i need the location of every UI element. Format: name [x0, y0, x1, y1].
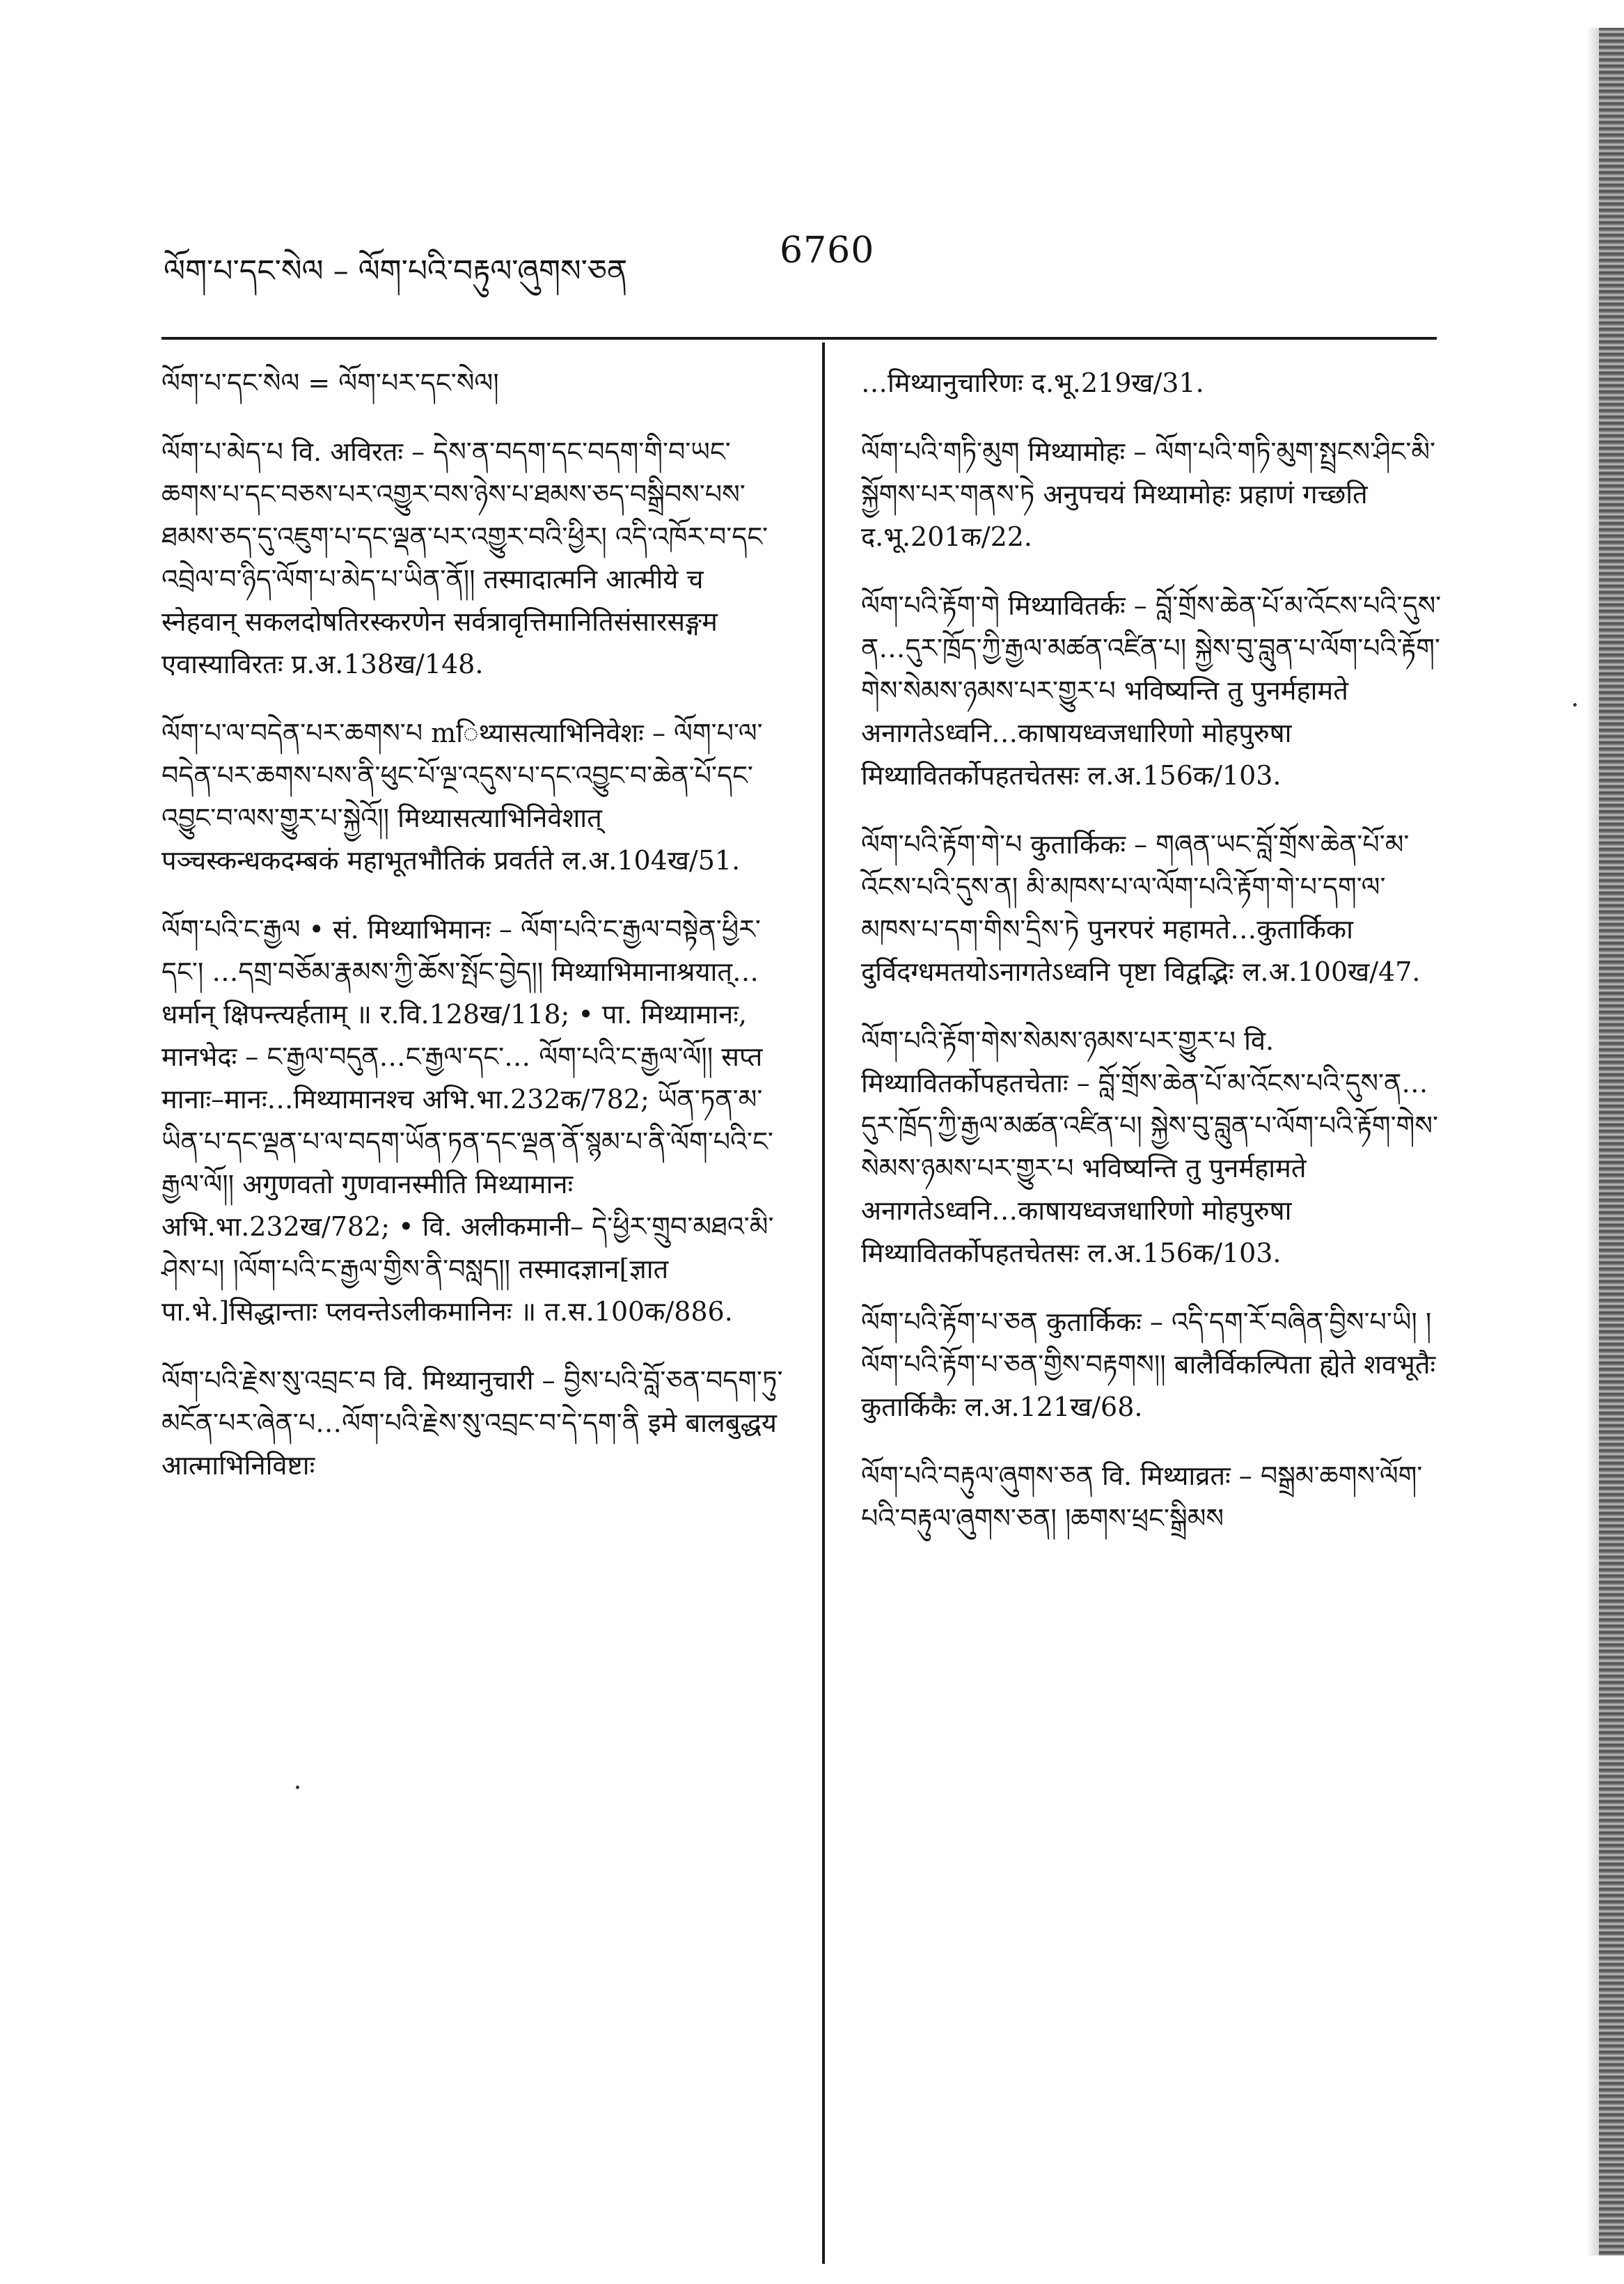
page-edge-shadow — [1599, 28, 1624, 2255]
dictionary-entry — [861, 585, 1446, 797]
entry-text: ལོག་པ་ལ་བདེན་པར་ཆགས་པ mिथ्यासत्याभिनिवेशः – ལོག་པ་ལ་བདེན་པར་ཆགས་པས་ནི་ཕུང་པོ་ལྔ་འདུས་པ་དང་འབྱུང་བ་ཆེན་པོ་དང་འབྱུང་བ་ལས་གྱུར་པ་སྐྱེའོ།། मिथ्यासत्याभिनिवेशात् पञ्चस्कन्धकदम्बकं महाभूतभौतिकं प्रवर्तते ल.अ.104ख/51. — [161, 718, 763, 876]
page-number: 6760 — [780, 230, 875, 271]
dictionary-entry — [161, 362, 785, 404]
dictionary-entry — [161, 431, 785, 686]
right-column — [861, 362, 1446, 1566]
entry-text: ལོག་པའི་རྟོག་པ་ཅན कुतार्किकः – འདི་དག་རོ་བཞིན་བྱིས་པ་ཡི། །ལོག་པའི་རྟོག་པ་ཅན་གྱིས་བརྟགས།། बालैर्विकल्पिता ह्येते शवभूतैः कुतार्किकैः ल.अ.121ख/68. — [861, 1307, 1436, 1422]
entry-text: ལོག་པ་དང་སེལ = ལོག་པར་དང་སེལ། — [161, 368, 499, 398]
entry-text: …मिथ्यानुचारिणः द.भू.219ख/31. — [861, 368, 1204, 398]
dictionary-entry-continuation — [861, 362, 1446, 404]
dictionary-entry — [861, 1455, 1446, 1540]
entry-text: ལོག་པའི་རྟོག་གེ मिथ्यावितर्कः – བློ་གྲོས་ཆེན་པོ་མ་འོངས་པའི་དུས་ན…དུར་ཁྲོད་ཀྱི་རྒྱལ་མཚན་འཛིན་པ། སྐྱེས་བུ་བླུན་པ་ལོག་པའི་རྟོག་གེས་སེམས་ཉམས་པར་གྱུར་པ भविष्यन्ति तु पुनर्महामते अनागतेऽध्वनि…काषायध्वजधारिणो मोहपुरुषा मिथ्यावितर्कोपहतचेतसः ल.अ.156क/103. — [861, 590, 1442, 791]
entry-text: ལོག་པའི་རྟོག་གེ་པ कुतार्किकः – གཞན་ཡང་བློ་གྲོས་ཆེན་པོ་མ་འོངས་པའི་དུས་ན། མི་མཁས་པ་ལ་ལོག་པའི་རྟོག་གེ་པ་དག་ལ་མཁས་པ་དག་གིས་དྲིས་ཏེ पुनरपरं महामते…कुतार्किका दुर्विदग्धमतयोऽनागतेऽध्वनि पृष्टा विद्वद्भिः ल.अ.100ख/47. — [861, 829, 1421, 987]
dictionary-entry — [861, 431, 1446, 558]
dictionary-entry — [161, 712, 785, 882]
dictionary-entry — [161, 908, 785, 1333]
page-header — [164, 230, 1138, 292]
entry-text: ལོག་པའི་ང་རྒྱལ • सं. मिथ्याभिमानः – ལོག་པའི་ང་རྒྱལ་བསྟེན་ཕྱིར་དང་། …དགྲ་བཅོམ་རྣམས་ཀྱི་ཆོས་སྤོང་བྱེད།། मिथ्याभिमानाश्रयात्…धर्मान् क्षिपन्त्यर्हताम् ॥ र.वि.128ख/118; • पा. मिथ्यामानः, मानभेदः – ང་རྒྱལ་བདུན…ང་རྒྱལ་དང་… ལོག་པའི་ང་རྒྱལ་ལོ།། सप्त मानाः–मानः…मिथ्यामानश्च अभि.भा.232क/782; ཡོན་ཏན་མ་ཡིན་པ་དང་ལྡན་པ་ལ་བདག་ཡོན་ཏན་དང་ལྡན་ནོ་སྙམ་པ་ནི་ལོག་པའི་ང་རྒྱལ་ལོ།། अगुणवतो गुणवानस्मीति मिथ्यामानः अभि.भा.232ख/782; • वि. अलीकमानी– དེ་ཕྱིར་གྲུབ་མཐའ་མི་ཤེས་པ། །ལོག་པའི་ང་རྒྱལ་གྱིས་ནི་བསླད།། तस्मादज्ञान[ज्ञात पा.भे.]सिद्धान्ताः प्लवन्तेऽलीकमानिनः ॥ त.स.100क/886. — [161, 914, 774, 1327]
entry-text: ལོག་པའི་རྟོག་གེས་སེམས་ཉམས་པར་གྱུར་པ वि. मिथ्यावितर्कोपहतचेताः – བློ་གྲོས་ཆེན་པོ་མ་འོངས་པའི་དུས་ན…དུར་ཁྲོད་ཀྱི་རྒྱལ་མཚན་འཛིན་པ། སྐྱེས་བུ་བླུན་པ་ལོག་པའི་རྟོག་གེས་སེམས་ཉམས་པར་གྱུར་པ भविष्यन्ति तु पुनर्महामते अनागतेऽध्वनि…काषायध्वजधारिणो मोहपुरुषा मिथ्यावितर्कोपहतचेतसः ल.अ.156क/103. — [861, 1025, 1439, 1268]
dictionary-entry — [161, 1360, 785, 1487]
running-head: ལོག་པ་དང་སེལ – ལོག་པའི་བརྟུལ་ཞུགས་ཅན — [164, 253, 628, 289]
entry-text: ལོག་པའི་བརྟུལ་ཞུགས་ཅན वि. मिथ्याव्रतः – བསྒྲམ་ཆགས་ལོག་པའི་བརྟུལ་ཞུགས་ཅན། །ཆགས་ཕྲང་སྒྲིམས — [861, 1460, 1423, 1534]
column-divider — [822, 342, 825, 2264]
entry-text: ལོག་པ་མེད་པ वि. अविरतः – དེས་ན་བདག་དང་བདག་གི་བ་ཡང་ཆགས་པ་དང་བཅས་པར་འགྱུར་བས་ཉེས་པ་ཐམས་ཅད་བསྒྲིབས་པས་ཐམས་ཅད་དུ་འཇུག་པ་དང་ལྡན་པར་འགྱུར་བའི་ཕྱིར། འདི་འཁོར་བ་དང་འབྲེལ་བ་ཉིད་ལོག་པ་མེད་པ་ཡིན་ནོ།། तस्मादात्मनि आत्मीये च स्नेहवान् सकलदोषतिरस्करणेन सर्वत्रावृत्तिमानितिसंसारसङ्गम एवास्याविरतः प्र.अ.138ख/148. — [161, 436, 768, 679]
scan-speck — [1573, 703, 1577, 707]
entry-text: ལོག་པའི་རྗེས་སུ་འབྲང་བ वि. मिथ्यानुचारी – བྱིས་པའི་བློ་ཅན་བདག་ཏུ་མངོན་པར་ཞེན་པ…ལོག་པའི་རྗེས་སུ་འབྲང་བ་དེ་དག་ནི इमे बालबुद्धय आत्माभिनिविष्टाः — [161, 1365, 783, 1481]
header-rule — [161, 337, 1437, 340]
dictionary-entry — [861, 1301, 1446, 1428]
dictionary-entry — [861, 1020, 1446, 1275]
entry-text: ལོག་པའི་གཏི་མུག मिथ्यामोहः – ལོག་པའི་གཏི་མུག་སྤྲངས་ཤིང་མི་སྐྱོགས་པར་གནས་ཏེ अनुपचयं मिथ्यामोहः प्रहाणं गच्छति द.भू.201क/22. — [861, 436, 1436, 552]
left-column — [161, 362, 785, 1513]
dictionary-entry — [861, 824, 1446, 993]
scan-speck — [296, 1786, 299, 1789]
